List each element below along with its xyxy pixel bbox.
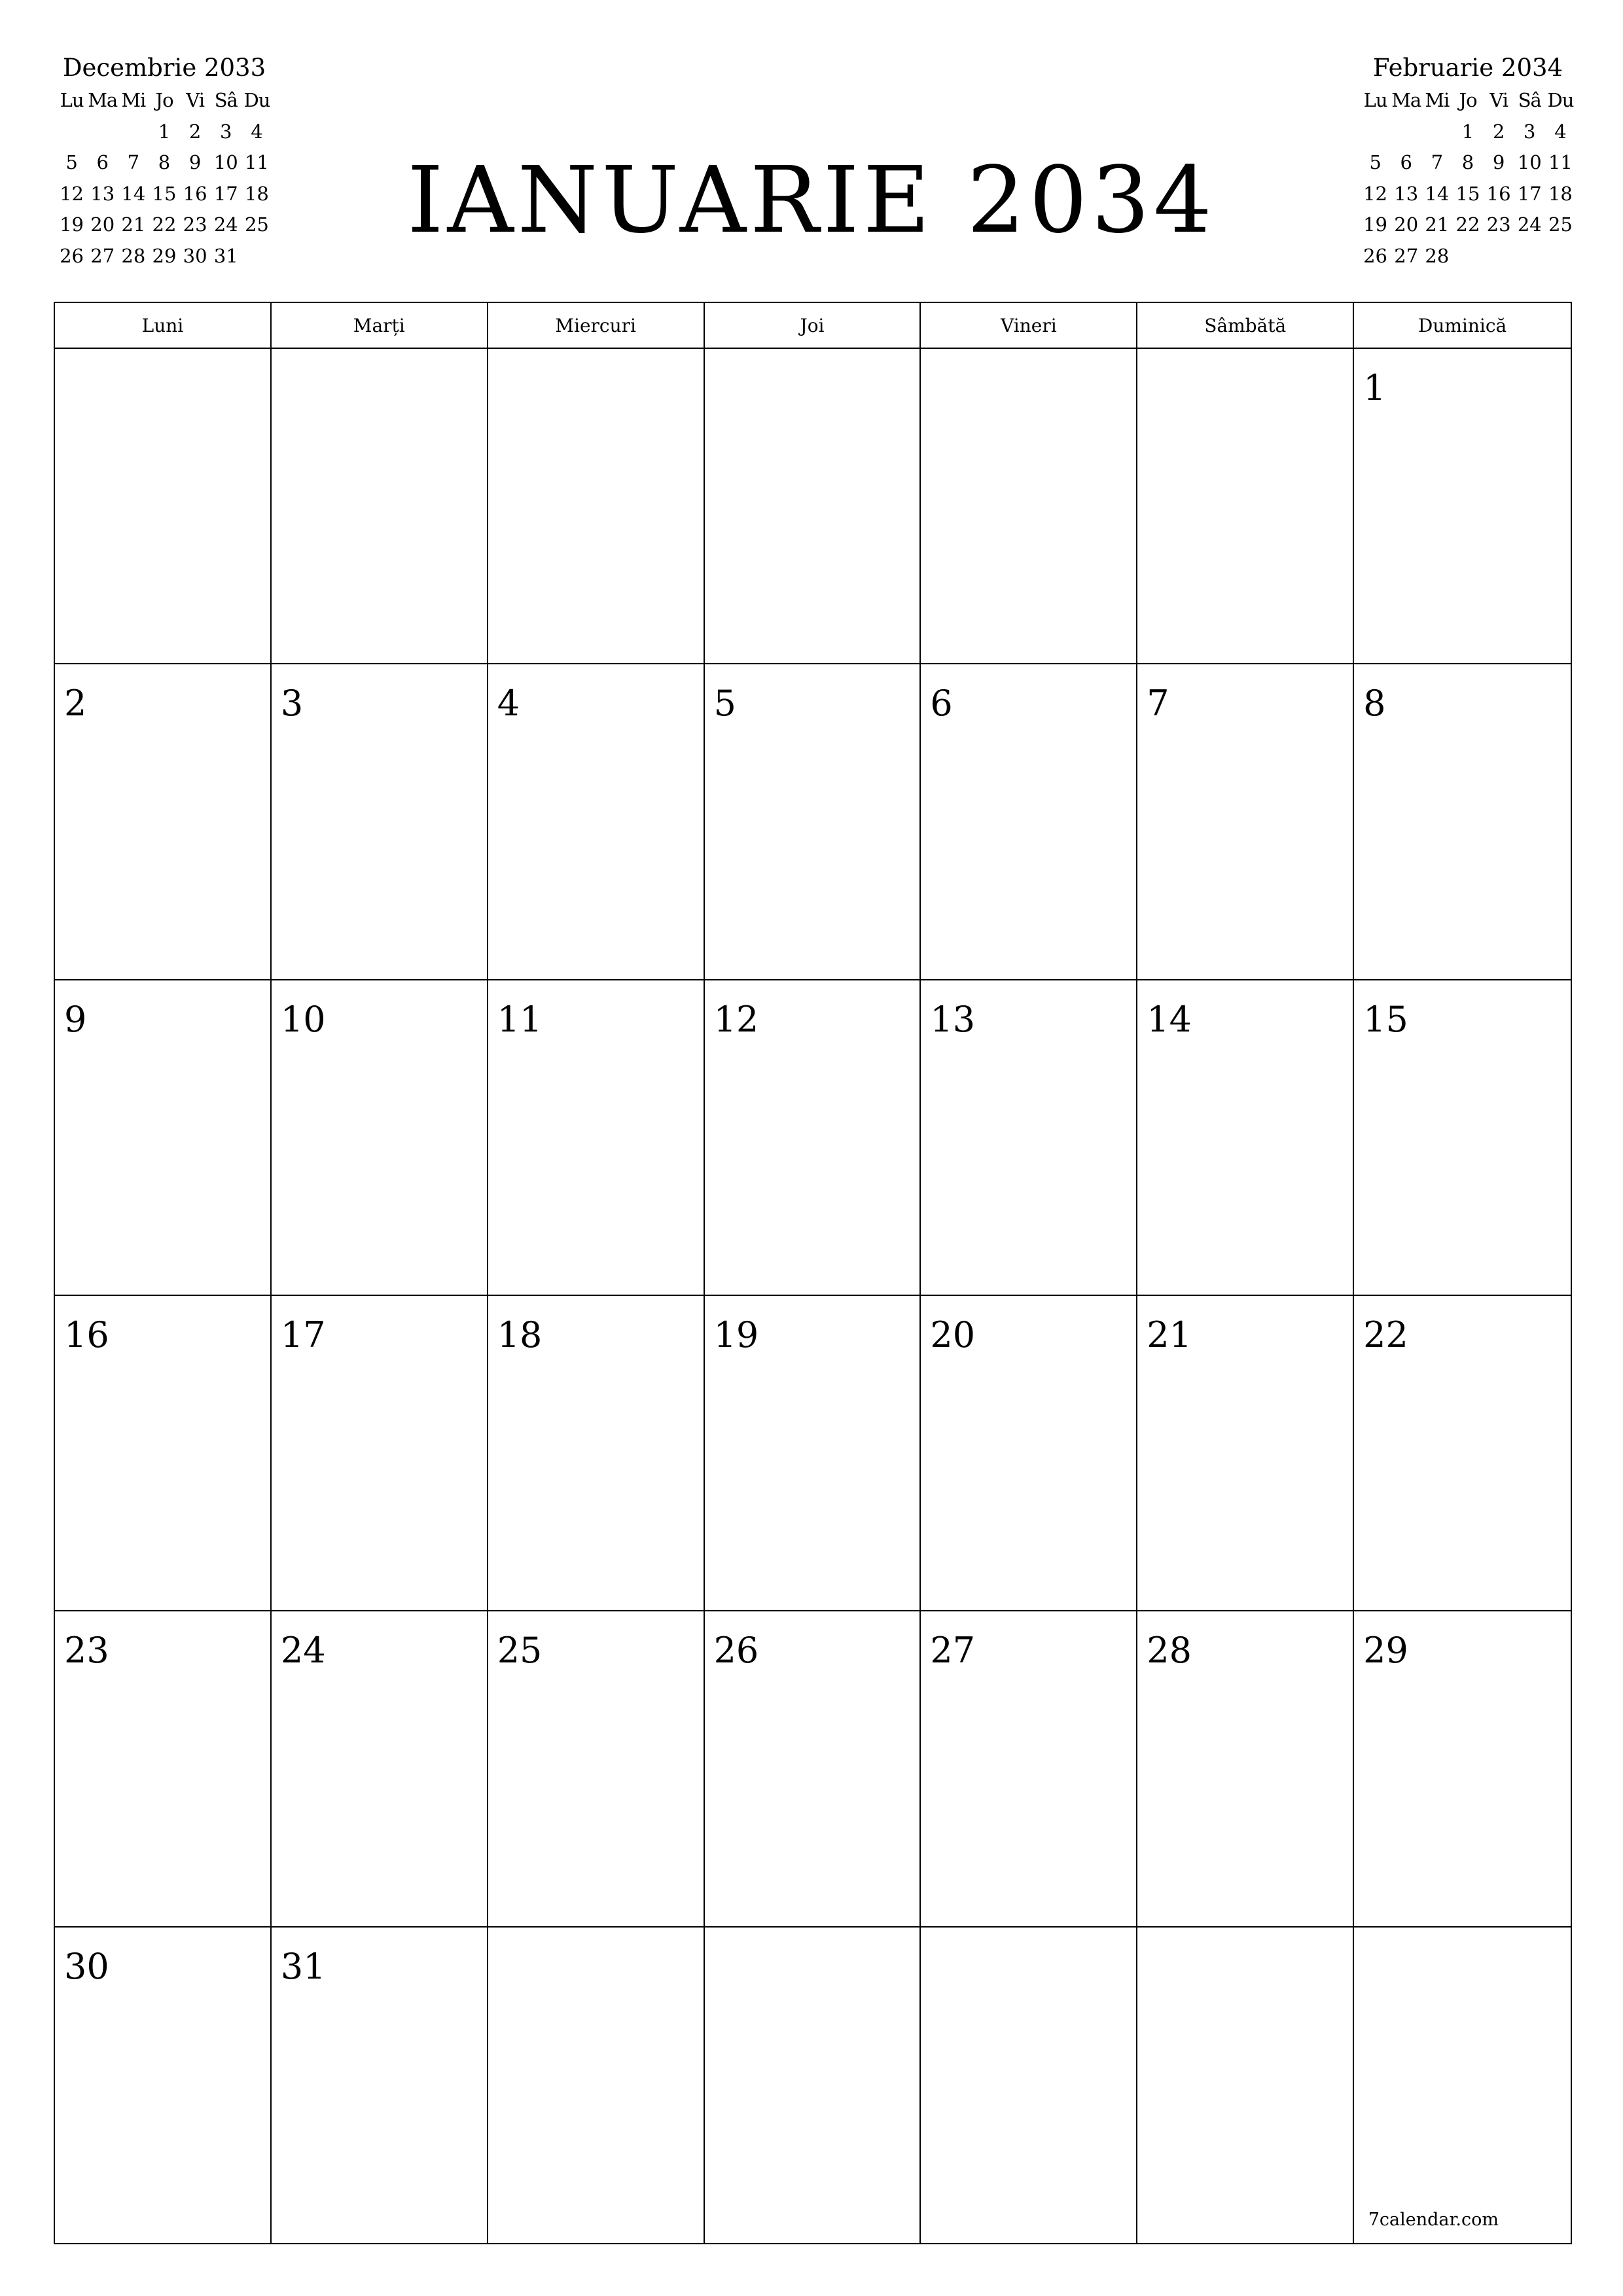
mini-day: 11: [244, 151, 269, 173]
mini-weekday: Sâ: [1518, 89, 1541, 111]
mini-day: [1391, 117, 1421, 148]
day-cell: [1137, 349, 1354, 664]
footer-credit: 7calendar.com: [1368, 2210, 1499, 2230]
day-number: 7: [1147, 683, 1169, 725]
day-number: 24: [280, 1630, 326, 1672]
day-number: 27: [930, 1630, 976, 1672]
mini-day: 16: [1486, 182, 1511, 205]
day-cell: [272, 1928, 488, 2243]
mini-day: 9: [188, 151, 202, 173]
day-number: 15: [1363, 998, 1408, 1040]
day-cell: [55, 1611, 272, 1927]
mini-day: 13: [1394, 182, 1419, 205]
mini-day: 26: [1363, 244, 1388, 267]
day-number: 9: [64, 998, 87, 1040]
mini-day: 29: [152, 244, 177, 267]
day-cell: [1354, 664, 1571, 980]
mini-day: 31: [213, 244, 238, 267]
mini-day: 17: [213, 182, 238, 205]
mini-day: 8: [158, 151, 171, 173]
mini-day: 4: [1554, 120, 1567, 143]
mini-day: 26: [60, 244, 84, 267]
mini-day: 30: [183, 244, 207, 267]
day-cell: [1354, 349, 1571, 664]
weekday-header: Sâmbătă: [1137, 303, 1354, 349]
mini-day: 16: [183, 182, 207, 205]
mini-day: 6: [1400, 151, 1412, 173]
day-number: 14: [1147, 998, 1192, 1040]
mini-day: [1452, 241, 1483, 272]
mini-day: 28: [121, 244, 146, 267]
mini-weekday: Du: [1547, 89, 1574, 111]
mini-calendar-next-month: [1360, 51, 1576, 272]
day-cell: [705, 1611, 921, 1927]
weekday-header: Luni: [55, 303, 272, 349]
mini-day: 21: [1425, 213, 1450, 236]
mini-day: 20: [1394, 213, 1419, 236]
day-number: 19: [713, 1314, 759, 1355]
day-cell: [1354, 1296, 1571, 1611]
day-number: 23: [64, 1630, 109, 1672]
day-number: 29: [1363, 1630, 1408, 1672]
mini-day: 21: [121, 213, 146, 236]
mini-day: 15: [152, 182, 177, 205]
mini-day: 22: [152, 213, 177, 236]
mini-day: 13: [90, 182, 115, 205]
mini-weekday: Ma: [1391, 89, 1421, 111]
day-cell: [488, 1928, 705, 2243]
month-grid: [54, 302, 1572, 2244]
mini-day: 20: [90, 213, 115, 236]
mini-day: 25: [244, 213, 269, 236]
day-cell: [921, 980, 1137, 1296]
day-number: 16: [64, 1314, 109, 1355]
mini-day: 11: [1548, 151, 1573, 173]
day-cell: [921, 349, 1137, 664]
day-cell: [921, 664, 1137, 980]
mini-day: 5: [1369, 151, 1382, 173]
day-cell: [272, 1611, 488, 1927]
mini-day: 23: [183, 213, 207, 236]
mini-day: 14: [1425, 182, 1450, 205]
day-cell: [272, 664, 488, 980]
mini-weekday: Vi: [1489, 89, 1508, 111]
day-cell: [55, 664, 272, 980]
mini-day: 18: [1548, 182, 1573, 205]
day-cell: [55, 1296, 272, 1611]
mini-day: 7: [127, 151, 140, 173]
mini-day: [87, 117, 118, 148]
day-number: 1: [1363, 367, 1386, 408]
mini-day: 1: [158, 120, 171, 143]
day-cell: [488, 349, 705, 664]
mini-day: 3: [1524, 120, 1536, 143]
mini-weekday: Sâ: [214, 89, 238, 111]
day-cell: [272, 349, 488, 664]
day-cell: [1354, 1611, 1571, 1927]
mini-day: 12: [1363, 182, 1388, 205]
day-cell: [55, 1928, 272, 2243]
mini-day: 17: [1517, 182, 1542, 205]
mini-calendar-grid: [1360, 85, 1576, 272]
mini-day: [56, 117, 87, 148]
day-cell: [705, 664, 921, 980]
mini-day: 2: [188, 120, 202, 143]
weekday-header: Duminică: [1354, 303, 1571, 349]
mini-day: 25: [1548, 213, 1573, 236]
day-cell: [705, 1928, 921, 2243]
mini-day: 24: [1517, 213, 1542, 236]
day-number: 11: [497, 998, 543, 1040]
day-cell: [1137, 980, 1354, 1296]
day-number: 6: [930, 683, 953, 725]
mini-weekday: Vi: [186, 89, 204, 111]
day-cell: [55, 980, 272, 1296]
mini-day: 2: [1492, 120, 1505, 143]
mini-day: 4: [251, 120, 263, 143]
day-cell: [705, 1296, 921, 1611]
mini-day: 5: [65, 151, 78, 173]
mini-day: 6: [96, 151, 109, 173]
mini-day: [1514, 241, 1545, 272]
mini-day: 8: [1461, 151, 1474, 173]
day-cell: [488, 664, 705, 980]
mini-day: 3: [220, 120, 232, 143]
day-cell: [921, 1611, 1137, 1927]
mini-day: 10: [213, 151, 238, 173]
mini-weekday: Lu: [60, 89, 84, 111]
mini-day: [1360, 117, 1391, 148]
day-number: 20: [930, 1314, 976, 1355]
day-number: 12: [713, 998, 759, 1040]
weekday-header: Marți: [272, 303, 488, 349]
day-number: 28: [1147, 1630, 1192, 1672]
day-number: 30: [64, 1945, 109, 1987]
mini-weekday: Jo: [1459, 89, 1477, 111]
mini-day: 22: [1455, 213, 1480, 236]
mini-day: 23: [1486, 213, 1511, 236]
mini-weekday: Mi: [121, 89, 146, 111]
mini-day: [1545, 241, 1576, 272]
day-number: 3: [280, 683, 304, 725]
mini-weekday: Du: [243, 89, 270, 111]
day-cell: [1354, 980, 1571, 1296]
mini-day: 10: [1517, 151, 1542, 173]
day-number: 10: [280, 998, 326, 1040]
mini-day: 24: [213, 213, 238, 236]
mini-day: 19: [1363, 213, 1388, 236]
mini-day: 9: [1492, 151, 1505, 173]
day-number: 13: [930, 998, 976, 1040]
day-cell: [488, 1296, 705, 1611]
mini-weekday: Mi: [1425, 89, 1450, 111]
day-number: 2: [64, 683, 87, 725]
day-number: 25: [497, 1630, 543, 1672]
mini-calendar-title: Decembrie 2033: [62, 54, 266, 82]
day-number: 8: [1363, 683, 1386, 725]
mini-day: 27: [1394, 244, 1419, 267]
day-cell: [488, 1611, 705, 1927]
mini-weekday: Jo: [155, 89, 173, 111]
day-number: 22: [1363, 1314, 1408, 1355]
mini-day: 1: [1461, 120, 1474, 143]
mini-day: 27: [90, 244, 115, 267]
day-cell: [488, 980, 705, 1296]
weekday-header: Vineri: [921, 303, 1137, 349]
mini-weekday: Ma: [88, 89, 118, 111]
day-cell: [272, 980, 488, 1296]
day-number: 17: [280, 1314, 326, 1355]
mini-day: [118, 117, 149, 148]
mini-day: 14: [121, 182, 146, 205]
day-cell: [705, 980, 921, 1296]
day-number: 18: [497, 1314, 543, 1355]
mini-weekday: Lu: [1363, 89, 1387, 111]
day-number: 26: [713, 1630, 759, 1672]
day-cell: [1137, 1928, 1354, 2243]
mini-day: [1421, 117, 1452, 148]
day-cell: [921, 1928, 1137, 2243]
day-number: 5: [713, 683, 736, 725]
page-title: IANUARIE 2034: [407, 147, 1216, 254]
day-number: 4: [497, 683, 520, 725]
mini-day: 12: [60, 182, 84, 205]
day-number: 31: [280, 1945, 326, 1987]
mini-day: 18: [244, 182, 269, 205]
day-cell: [55, 349, 272, 664]
day-cell: [1137, 1611, 1354, 1927]
day-cell: [1354, 1928, 1571, 2243]
day-cell: [272, 1296, 488, 1611]
mini-day: 19: [60, 213, 84, 236]
mini-day: 15: [1455, 182, 1480, 205]
mini-day: 7: [1431, 151, 1444, 173]
mini-calendar-title: Februarie 2034: [1372, 54, 1563, 82]
day-cell: [921, 1296, 1137, 1611]
mini-day: 28: [1425, 244, 1450, 267]
day-number: 21: [1147, 1314, 1192, 1355]
day-cell: [1137, 664, 1354, 980]
mini-day: [1484, 241, 1514, 272]
weekday-header: Joi: [705, 303, 921, 349]
day-cell: [705, 349, 921, 664]
day-cell: [1137, 1296, 1354, 1611]
weekday-header: Miercuri: [488, 303, 705, 349]
